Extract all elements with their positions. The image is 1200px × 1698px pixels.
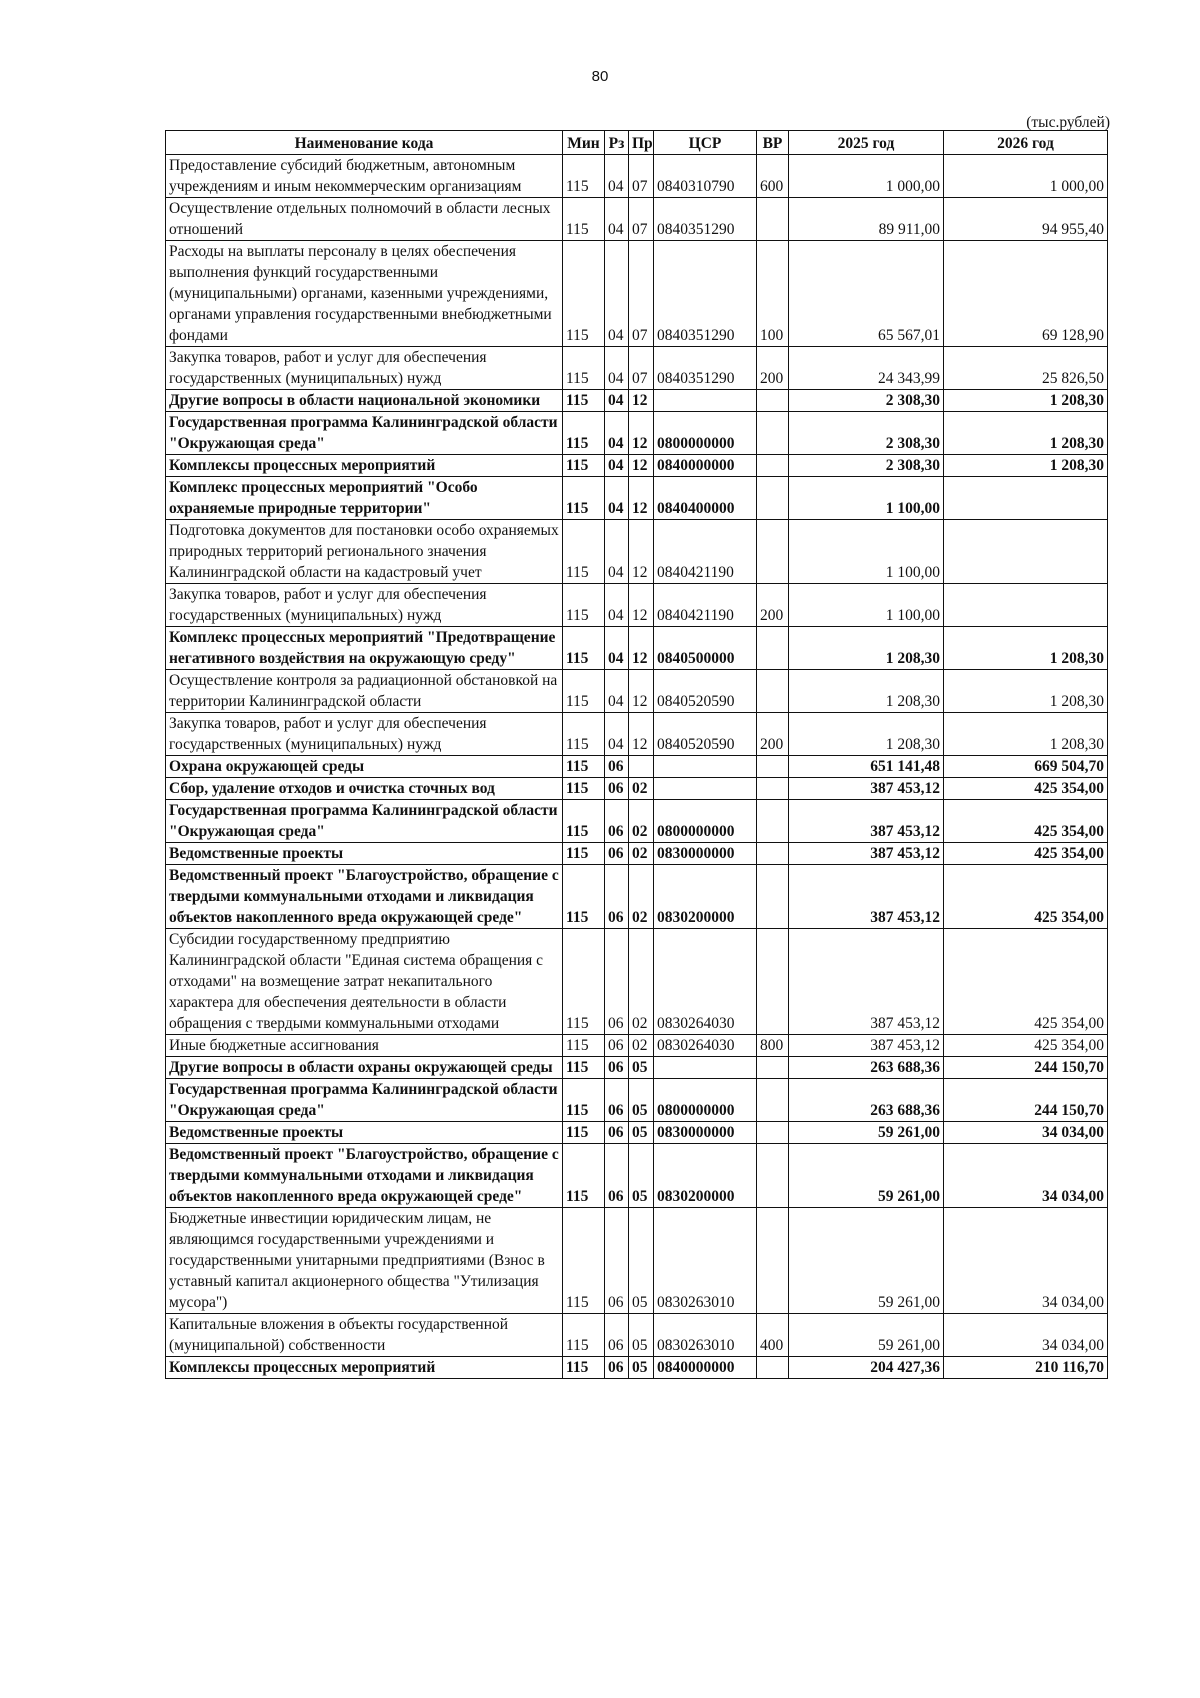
row-pr: 12: [629, 455, 654, 477]
row-2026: 1 208,30: [944, 670, 1108, 713]
row-rz: 06: [605, 756, 629, 778]
table-row: [166, 347, 1108, 390]
row-2025: 1 208,30: [789, 713, 944, 756]
row-2025: 387 453,12: [789, 800, 944, 843]
row-pr: 12: [629, 670, 654, 713]
row-pr: 07: [629, 347, 654, 390]
row-min: 115: [563, 1357, 605, 1379]
row-name: Бюджетные инвестиции юридическим лицам, не являющимся государственными учреждениями и государственными унитарными предприятиями (Взнос в уставный капитал акционерного общества "Утилизация мусора"): [166, 1208, 563, 1314]
row-vr: 600: [757, 155, 789, 198]
row-csr: 0840400000: [654, 477, 757, 520]
row-2026: 425 354,00: [944, 1035, 1108, 1057]
row-2026: 34 034,00: [944, 1144, 1108, 1208]
row-pr: 02: [629, 1035, 654, 1057]
row-pr: 12: [629, 477, 654, 520]
row-csr: [654, 756, 757, 778]
row-2026: 1 208,30: [944, 412, 1108, 455]
row-name: Закупка товаров, работ и услуг для обеспечения государственных (муниципальных) нужд: [166, 347, 563, 390]
header-min: Мин: [563, 131, 605, 155]
row-min: 115: [563, 843, 605, 865]
row-csr: 0840500000: [654, 627, 757, 670]
row-vr: [757, 477, 789, 520]
table-row: [166, 1079, 1108, 1122]
row-rz: 06: [605, 1144, 629, 1208]
row-name: Государственная программа Калининградской области "Окружающая среда": [166, 1079, 563, 1122]
unit-note: (тыс.рублей): [1026, 114, 1110, 131]
header-rz: Рз: [605, 131, 629, 155]
row-2025: 387 453,12: [789, 778, 944, 800]
row-pr: 05: [629, 1144, 654, 1208]
row-csr: 0830200000: [654, 865, 757, 929]
row-name: Осуществление отдельных полномочий в области лесных отношений: [166, 198, 563, 241]
row-rz: 06: [605, 1079, 629, 1122]
row-2026: 94 955,40: [944, 198, 1108, 241]
row-pr: 07: [629, 198, 654, 241]
row-2025: 204 427,36: [789, 1357, 944, 1379]
row-csr: [654, 1057, 757, 1079]
row-vr: [757, 929, 789, 1035]
row-vr: [757, 756, 789, 778]
row-min: 115: [563, 778, 605, 800]
row-2026: 425 354,00: [944, 929, 1108, 1035]
row-name: Субсидии государственному предприятию Калининградской области "Единая система обращения с отходами" на возмещение затрат некапитального характера для обеспечения деятельности в области обращения с твердыми коммунальными отходами: [166, 929, 563, 1035]
row-pr: 05: [629, 1357, 654, 1379]
table-row: [166, 1208, 1108, 1314]
row-csr: 0800000000: [654, 1079, 757, 1122]
row-2026: 25 826,50: [944, 347, 1108, 390]
row-min: 115: [563, 198, 605, 241]
row-rz: 06: [605, 1314, 629, 1357]
table-row: [166, 1144, 1108, 1208]
row-2026: [944, 477, 1108, 520]
row-vr: [757, 1079, 789, 1122]
row-csr: 0840351290: [654, 241, 757, 347]
row-2025: 2 308,30: [789, 412, 944, 455]
row-rz: 06: [605, 1035, 629, 1057]
table-row: [166, 155, 1108, 198]
row-2025: 651 141,48: [789, 756, 944, 778]
row-name: Охрана окружающей среды: [166, 756, 563, 778]
row-name: Расходы на выплаты персоналу в целях обеспечения выполнения функций государственными (муниципальными) органами, казенными учреждениями, органами управления государственными внебюджетными фондами: [166, 241, 563, 347]
row-pr: 02: [629, 843, 654, 865]
row-2025: 1 100,00: [789, 477, 944, 520]
row-pr: 02: [629, 800, 654, 843]
row-min: 115: [563, 627, 605, 670]
row-2026: [944, 520, 1108, 584]
table-row: [166, 756, 1108, 778]
row-vr: 200: [757, 584, 789, 627]
row-name: Ведомственный проект "Благоустройство, обращение с твердыми коммунальными отходами и ликвидация объектов накопленного вреда окружающей среде": [166, 865, 563, 929]
table-row: [166, 627, 1108, 670]
row-rz: 06: [605, 1057, 629, 1079]
row-pr: 05: [629, 1208, 654, 1314]
table-row: [166, 713, 1108, 756]
table-row: [166, 241, 1108, 347]
row-name: Предоставление субсидий бюджетным, автономным учреждениям и иным некоммерческим организациям: [166, 155, 563, 198]
row-2025: 59 261,00: [789, 1122, 944, 1144]
row-2026: 425 354,00: [944, 778, 1108, 800]
row-min: 115: [563, 865, 605, 929]
table-row: [166, 1314, 1108, 1357]
row-vr: [757, 843, 789, 865]
table-row: [166, 477, 1108, 520]
row-rz: 06: [605, 800, 629, 843]
row-vr: 200: [757, 713, 789, 756]
row-name: Другие вопросы в области национальной экономики: [166, 390, 563, 412]
row-pr: 05: [629, 1122, 654, 1144]
row-2026: 669 504,70: [944, 756, 1108, 778]
table-row: [166, 198, 1108, 241]
row-name: Сбор, удаление отходов и очистка сточных вод: [166, 778, 563, 800]
row-min: 115: [563, 155, 605, 198]
table-row: [166, 584, 1108, 627]
row-2026: 244 150,70: [944, 1079, 1108, 1122]
table-row: [166, 390, 1108, 412]
row-csr: 0830200000: [654, 1144, 757, 1208]
row-2026: 425 354,00: [944, 865, 1108, 929]
row-rz: 04: [605, 670, 629, 713]
row-min: 115: [563, 584, 605, 627]
row-min: 115: [563, 477, 605, 520]
row-2025: 387 453,12: [789, 929, 944, 1035]
row-pr: 02: [629, 929, 654, 1035]
row-2025: 2 308,30: [789, 455, 944, 477]
row-csr: 0830263010: [654, 1208, 757, 1314]
header-vr: ВР: [757, 131, 789, 155]
row-pr: 07: [629, 155, 654, 198]
row-csr: 0840000000: [654, 455, 757, 477]
table-row: [166, 670, 1108, 713]
row-name: Иные бюджетные ассигнования: [166, 1035, 563, 1057]
table-row: [166, 1122, 1108, 1144]
row-csr: 0830263010: [654, 1314, 757, 1357]
table-row: [166, 1057, 1108, 1079]
row-name: Государственная программа Калининградской области "Окружающая среда": [166, 800, 563, 843]
row-rz: 04: [605, 155, 629, 198]
row-min: 115: [563, 929, 605, 1035]
row-pr: 05: [629, 1314, 654, 1357]
row-vr: [757, 412, 789, 455]
row-2025: 1 100,00: [789, 520, 944, 584]
row-rz: 04: [605, 241, 629, 347]
row-rz: 04: [605, 347, 629, 390]
table-row: [166, 843, 1108, 865]
row-2025: 24 343,99: [789, 347, 944, 390]
row-min: 115: [563, 241, 605, 347]
row-name: Ведомственные проекты: [166, 1122, 563, 1144]
row-rz: 06: [605, 1357, 629, 1379]
row-csr: 0830000000: [654, 843, 757, 865]
row-rz: 06: [605, 778, 629, 800]
row-min: 115: [563, 1035, 605, 1057]
row-pr: 05: [629, 1057, 654, 1079]
table-body: [166, 155, 1108, 1379]
row-vr: [757, 865, 789, 929]
row-2025: 387 453,12: [789, 843, 944, 865]
row-pr: 05: [629, 1079, 654, 1122]
row-rz: 06: [605, 865, 629, 929]
budget-table: [165, 130, 1108, 1379]
row-vr: [757, 1357, 789, 1379]
row-2025: 65 567,01: [789, 241, 944, 347]
table-row: [166, 800, 1108, 843]
row-pr: 02: [629, 865, 654, 929]
row-pr: [629, 756, 654, 778]
row-vr: [757, 778, 789, 800]
row-name: Капитальные вложения в объекты государственной (муниципальной) собственности: [166, 1314, 563, 1357]
row-min: 115: [563, 520, 605, 584]
row-csr: 0840520590: [654, 713, 757, 756]
row-vr: [757, 1208, 789, 1314]
row-2025: 59 261,00: [789, 1208, 944, 1314]
row-min: 115: [563, 1314, 605, 1357]
row-min: 115: [563, 455, 605, 477]
row-rz: 04: [605, 390, 629, 412]
row-pr: 12: [629, 412, 654, 455]
row-name: Комплексы процессных мероприятий: [166, 455, 563, 477]
row-2025: 387 453,12: [789, 865, 944, 929]
row-min: 115: [563, 1057, 605, 1079]
row-min: 115: [563, 390, 605, 412]
row-name: Осуществление контроля за радиационной обстановкой на территории Калининградской области: [166, 670, 563, 713]
row-csr: 0800000000: [654, 800, 757, 843]
row-pr: 12: [629, 627, 654, 670]
row-csr: 0840351290: [654, 347, 757, 390]
row-name: Ведомственные проекты: [166, 843, 563, 865]
row-2026: 1 208,30: [944, 390, 1108, 412]
table-row: [166, 520, 1108, 584]
row-rz: 06: [605, 1122, 629, 1144]
row-name: Закупка товаров, работ и услуг для обеспечения государственных (муниципальных) нужд: [166, 713, 563, 756]
row-2025: 387 453,12: [789, 1035, 944, 1057]
row-2025: 59 261,00: [789, 1314, 944, 1357]
row-rz: 06: [605, 929, 629, 1035]
row-name: Комплексы процессных мероприятий: [166, 1357, 563, 1379]
row-vr: [757, 800, 789, 843]
row-2026: 1 208,30: [944, 627, 1108, 670]
row-csr: [654, 778, 757, 800]
row-rz: 04: [605, 477, 629, 520]
row-pr: 12: [629, 390, 654, 412]
row-2026: [944, 584, 1108, 627]
row-vr: [757, 1057, 789, 1079]
row-min: 115: [563, 1144, 605, 1208]
row-vr: [757, 670, 789, 713]
row-2026: 34 034,00: [944, 1314, 1108, 1357]
row-csr: 0830264030: [654, 929, 757, 1035]
row-2026: 69 128,90: [944, 241, 1108, 347]
row-min: 115: [563, 412, 605, 455]
row-vr: 800: [757, 1035, 789, 1057]
table-row: [166, 778, 1108, 800]
row-vr: [757, 1122, 789, 1144]
row-csr: [654, 390, 757, 412]
row-pr: 12: [629, 520, 654, 584]
header-name: Наименование кода: [166, 131, 563, 155]
row-vr: 100: [757, 241, 789, 347]
row-rz: 04: [605, 520, 629, 584]
row-2025: 2 308,30: [789, 390, 944, 412]
row-csr: 0840520590: [654, 670, 757, 713]
row-min: 115: [563, 1079, 605, 1122]
row-2026: 34 034,00: [944, 1208, 1108, 1314]
row-pr: 02: [629, 778, 654, 800]
header-2025: 2025 год: [789, 131, 944, 155]
row-name: Другие вопросы в области охраны окружающей среды: [166, 1057, 563, 1079]
row-pr: 12: [629, 713, 654, 756]
row-2026: 425 354,00: [944, 800, 1108, 843]
row-csr: 0830264030: [654, 1035, 757, 1057]
table-row: [166, 1035, 1108, 1057]
row-vr: [757, 455, 789, 477]
row-pr: 07: [629, 241, 654, 347]
row-2025: 89 911,00: [789, 198, 944, 241]
row-2026: 244 150,70: [944, 1057, 1108, 1079]
row-csr: 0800000000: [654, 412, 757, 455]
table-row: [166, 929, 1108, 1035]
row-2025: 263 688,36: [789, 1079, 944, 1122]
row-2026: 210 116,70: [944, 1357, 1108, 1379]
row-rz: 04: [605, 713, 629, 756]
page-number: 80: [591, 68, 609, 85]
row-min: 115: [563, 1122, 605, 1144]
row-vr: 400: [757, 1314, 789, 1357]
row-rz: 04: [605, 198, 629, 241]
row-2025: 1 000,00: [789, 155, 944, 198]
row-2025: 1 100,00: [789, 584, 944, 627]
row-2026: 425 354,00: [944, 843, 1108, 865]
row-2025: 1 208,30: [789, 627, 944, 670]
table-row: [166, 865, 1108, 929]
row-vr: [757, 198, 789, 241]
row-2026: 1 208,30: [944, 455, 1108, 477]
row-min: 115: [563, 800, 605, 843]
row-min: 115: [563, 670, 605, 713]
row-vr: [757, 1144, 789, 1208]
row-csr: 0840310790: [654, 155, 757, 198]
row-2026: 1 000,00: [944, 155, 1108, 198]
row-csr: 0840000000: [654, 1357, 757, 1379]
row-vr: [757, 520, 789, 584]
header-row: [166, 131, 1108, 155]
table-row: [166, 1357, 1108, 1379]
row-pr: 12: [629, 584, 654, 627]
row-vr: [757, 390, 789, 412]
row-2026: 34 034,00: [944, 1122, 1108, 1144]
row-name: Закупка товаров, работ и услуг для обеспечения государственных (муниципальных) нужд: [166, 584, 563, 627]
row-name: Государственная программа Калининградской области "Окружающая среда": [166, 412, 563, 455]
row-name: Ведомственный проект "Благоустройство, обращение с твердыми коммунальными отходами и ликвидация объектов накопленного вреда окружающей среде": [166, 1144, 563, 1208]
row-min: 115: [563, 756, 605, 778]
row-vr: 200: [757, 347, 789, 390]
header-2026: 2026 год: [944, 131, 1108, 155]
row-csr: 0840421190: [654, 584, 757, 627]
header-pr: Пр: [629, 131, 654, 155]
row-rz: 04: [605, 412, 629, 455]
row-vr: [757, 627, 789, 670]
header-csr: ЦСР: [654, 131, 757, 155]
row-rz: 04: [605, 455, 629, 477]
row-2025: 1 208,30: [789, 670, 944, 713]
row-min: 115: [563, 347, 605, 390]
row-rz: 04: [605, 584, 629, 627]
row-2025: 263 688,36: [789, 1057, 944, 1079]
row-min: 115: [563, 1208, 605, 1314]
row-csr: 0830000000: [654, 1122, 757, 1144]
row-2026: 1 208,30: [944, 713, 1108, 756]
table-row: [166, 412, 1108, 455]
row-name: Комплекс процессных мероприятий "Предотвращение негативного воздействия на окружающую среду": [166, 627, 563, 670]
row-csr: 0840351290: [654, 198, 757, 241]
row-2025: 59 261,00: [789, 1144, 944, 1208]
row-name: Подготовка документов для постановки особо охраняемых природных территорий регионального значения Калининградской области на кадастровый учет: [166, 520, 563, 584]
row-min: 115: [563, 713, 605, 756]
row-name: Комплекс процессных мероприятий "Особо охраняемые природные территории": [166, 477, 563, 520]
row-rz: 06: [605, 843, 629, 865]
row-rz: 04: [605, 627, 629, 670]
row-csr: 0840421190: [654, 520, 757, 584]
table-row: [166, 455, 1108, 477]
row-rz: 06: [605, 1208, 629, 1314]
